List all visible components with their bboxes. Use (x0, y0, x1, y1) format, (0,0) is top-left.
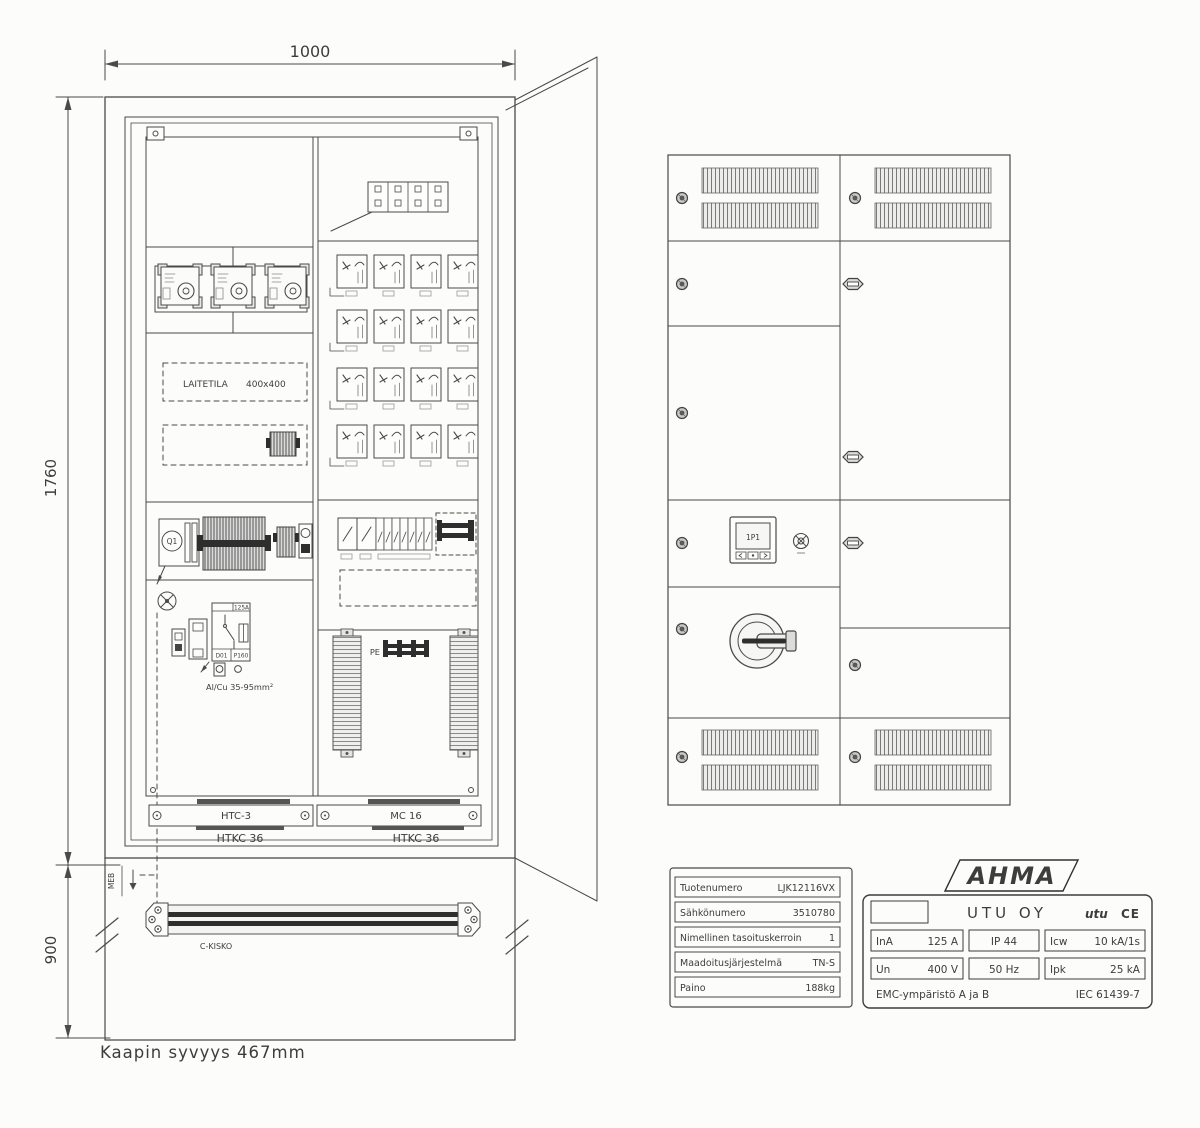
fuse-holder (211, 264, 255, 308)
panel-tab-right (460, 127, 477, 140)
rail-left-bottom-label: HTKC 36 (216, 832, 264, 845)
open-door (506, 57, 597, 901)
wire-duct-left (333, 629, 361, 757)
info-row-value: 1 (828, 933, 835, 944)
c-rail-label: C-KISKO (199, 942, 233, 951)
brand-name: AHMA (967, 862, 1057, 890)
rail-right-bottom-label: HTKC 36 (392, 832, 440, 845)
plate-standard: IEC 61439-7 (1075, 989, 1140, 1001)
info-row-value: 3510780 (792, 908, 835, 919)
info-row-value: TN-S (812, 958, 835, 969)
panel-tab-left (147, 127, 164, 140)
fuse-switch-rating: 125A (233, 605, 250, 612)
cabinet-front-view (42, 42, 597, 1062)
brand-logo (945, 860, 1078, 891)
rail-left-top-label: HTC-3 (221, 811, 251, 822)
plate-emc: EMC-ympäristö A ja B (876, 989, 990, 1001)
cabinet-exterior-view (668, 155, 1010, 805)
info-row-value: LJK12116VX (777, 883, 835, 894)
dimension-width (105, 42, 515, 80)
info-row-label: Sähkönumero (680, 908, 746, 919)
plate-ipk-label: Ipk (1050, 964, 1066, 976)
depth-note: Kaapin syvyys 467mm (100, 1043, 306, 1062)
info-row-label: Tuotenumero (680, 883, 743, 894)
dim-width-label: 1000 (289, 42, 331, 61)
fuse-switch-type-left: D01 (215, 653, 228, 660)
plate-un-value: 400 V (927, 964, 958, 976)
cable-size-label: Al/Cu 35-95mm² (206, 682, 274, 692)
pe-label: PE (369, 647, 380, 657)
meter-display-label: 1P1 (745, 533, 761, 542)
main-fuse-switch (212, 603, 250, 661)
meb-point (107, 866, 137, 896)
rating-plate (863, 895, 1152, 1008)
q1-label: Q1 (166, 537, 178, 546)
plate-icw-value: 10 kA/1s (1094, 936, 1140, 948)
plate-ina-label: InA (876, 936, 893, 948)
dimension-base (42, 865, 110, 1038)
utu-logo: utu (1085, 907, 1108, 921)
plate-ip-value: IP 44 (990, 936, 1018, 948)
exterior-outline (668, 155, 1010, 805)
info-table (670, 868, 852, 1007)
break-mark-left (96, 918, 118, 952)
info-row-value: 188kg (805, 983, 835, 994)
fuse-holder (265, 264, 309, 308)
ce-mark: CE (1121, 907, 1141, 921)
meb-label: MEB (107, 872, 116, 890)
laitetila-size-label: 400x400 (246, 380, 286, 390)
busbar-block (197, 517, 271, 570)
plate-ina-value: 125 A (927, 936, 958, 948)
meter-display (730, 517, 776, 563)
fuse-holder (158, 264, 202, 308)
info-row-label: Maadoitusjärjestelmä (680, 958, 783, 969)
plate-icw-label: Icw (1050, 936, 1068, 948)
plate-un-label: Un (876, 964, 891, 976)
c-rail (146, 903, 480, 951)
fuse-switch-type-right: P160 (233, 653, 249, 660)
info-row-label: Paino (680, 983, 706, 994)
wire-duct-right (450, 629, 478, 757)
dim-height-label: 1760 (42, 458, 60, 498)
dim-base-label: 900 (42, 935, 60, 965)
plate-freq-value: 50 Hz (988, 964, 1020, 976)
rail-right-top-label: MC 16 (390, 811, 422, 822)
break-mark-right (506, 920, 528, 954)
aux-block (273, 527, 299, 557)
aux-device (299, 524, 312, 558)
plate-manufacturer: UTU OY (966, 904, 1048, 922)
base-section (96, 858, 528, 1040)
plate-ipk-value: 25 kA (1110, 964, 1140, 976)
info-row-label: Nimellinen tasoituskerroin (680, 933, 802, 944)
laitetila-label: LAITETILA (183, 380, 228, 390)
